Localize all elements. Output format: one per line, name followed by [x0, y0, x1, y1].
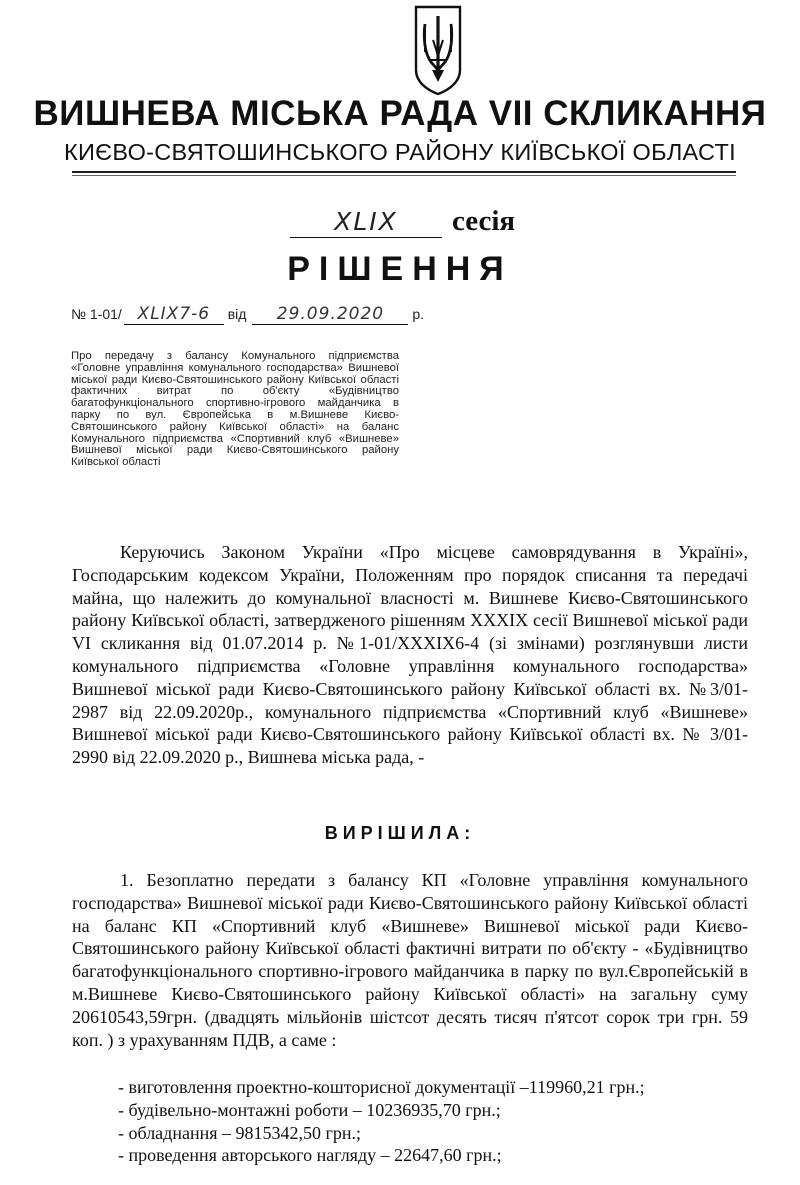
decision-date-prefix: від — [227, 306, 247, 322]
decision-number-prefix: № 1-01/ — [71, 306, 122, 322]
session-number: XLIX — [290, 207, 442, 238]
header-divider-thin — [72, 175, 736, 176]
decision-title: РІШЕННЯ — [287, 250, 513, 288]
clause-1-cost-list — [118, 1076, 645, 1167]
council-subtitle: КИЄВО-СВЯТОШИНСЬКОГО РАЙОНУ КИЇВСЬКОЇ ОБЛАСТІ — [64, 139, 736, 165]
session-line — [290, 205, 515, 238]
cost-item-construction: - будівельно-монтажні роботи – 10236935,70 грн.; — [118, 1099, 501, 1120]
clause-1-paragraph: 1. Безоплатно передати з балансу КП «Головне управління комунального господарства» Вишневої міської ради Києво-Святошинського району Київської області на баланс КП «Спортивний клуб «Вишневе» Вишневої міської ради Києво-Святошинського району Київської області фактичні витрати по об'єкту - «Будівництво багатофункціонального спортивно-ігрового майданчика в парку по вул.Європейській в м.Вишневе Києво-Святошинського району Київської області» на загальну суму 20610543,59грн. (двадцять мільйонів шістсот десять тисяч п'ятсот сорок три грн. 59 коп. ) з урахуванням ПДВ, а саме : — [72, 870, 748, 1050]
decision-number-line — [71, 304, 424, 325]
cost-item-equipment: - обладнання – 9815342,50 грн.; — [118, 1122, 362, 1143]
decision-number: XLIX7-6 — [124, 304, 224, 325]
cost-item-supervision: - проведення авторського нагляду – 22647,60 грн.; — [118, 1145, 502, 1166]
header-divider — [72, 171, 736, 173]
decision-date-suffix: р. — [412, 306, 425, 322]
cost-item-design-docs: - виготовлення проектно-кошторисної документації –119960,21 грн.; — [118, 1077, 645, 1097]
preamble-paragraph: Керуючись Законом України «Про місцеве самоврядування в Україні», Господарським кодексом України, Положенням про порядок списання та передачі майна, що належить до комунальної власності м. Вишневе Києво-Святошинського району Київської області, затвердженого рішенням XXXIX сесії Вишневої міської ради VI скликання від 01.07.2014 р. №1-01/XXXIX6-4 (зі змінами) розглянувши листи комунального підприємства «Головне управління комунального господарства» Вишневої міської ради Києво-Святошинського району Київської області вх. №3/01-2987 від 22.09.2020р., комунального підприємства «Спортивний клуб «Вишневе» Вишневої міської ради Києво-Святошинського району Київської області вх. № 3/01-2990 від 22.09.2020 р., Вишнева міська рада, - — [72, 542, 748, 768]
resolved-heading: ВИРІШИЛА: — [324, 823, 476, 843]
trident-coat-of-arms-icon — [413, 4, 463, 96]
council-name: ВИШНЕВА МІСЬКА РАДА VII СКЛИКАННЯ — [33, 94, 767, 133]
decision-date: 29.09.2020 — [252, 304, 408, 325]
session-label: сесія — [452, 205, 516, 237]
decision-subject: Про передачу з балансу Комунального підприємства «Головне управління комунального господарства» Вишневої міської ради Києво-Святошинського району Київської області фактичних витрат по об'єкту «Будівництво багатофункціонального спортивно-ігрового майданчика в парку по вул. Європейська в м.Вишневе Києво-Святошинського району Київської області» на баланс Комунального підприємства «Спортивний клуб «Вишневе» Вишневої міської ради Києво-Святошинського району Київської області — [71, 350, 399, 469]
